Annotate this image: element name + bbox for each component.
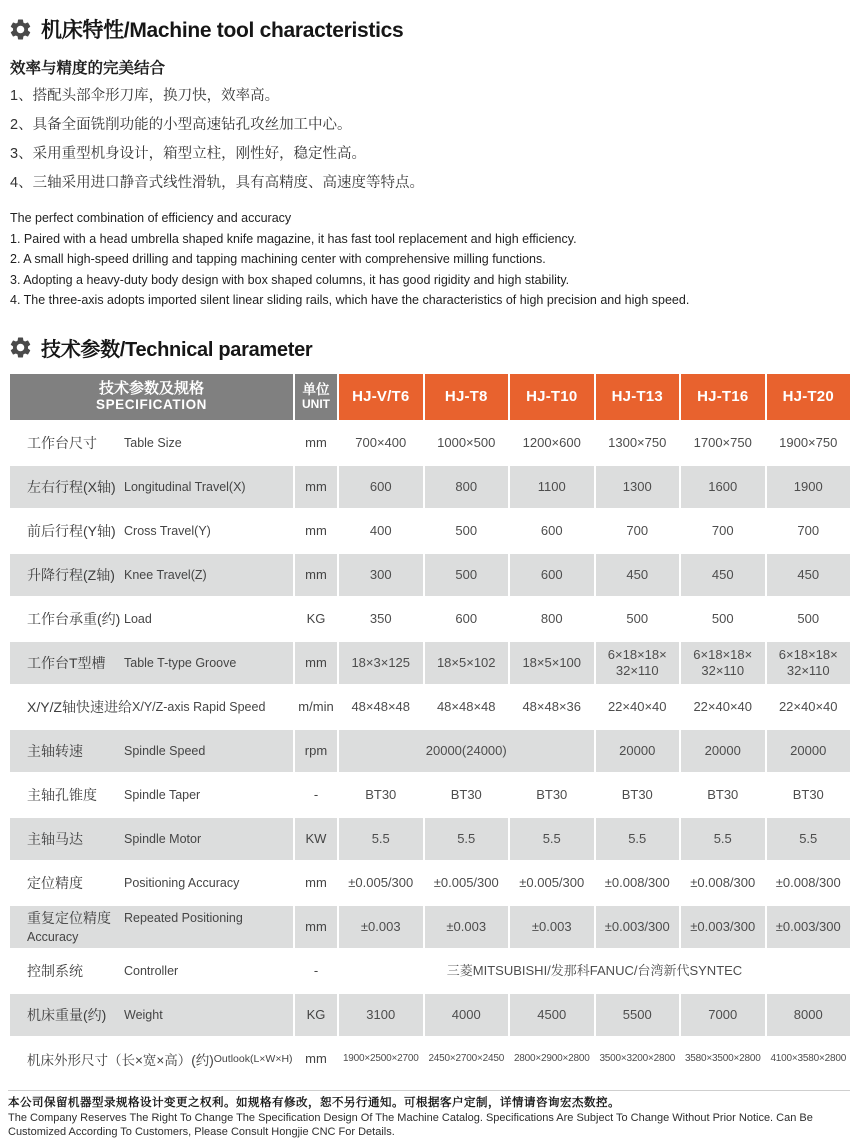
spec-value-cell: 1000×500: [425, 422, 509, 464]
spec-label-en: Longitudinal Travel(X): [124, 479, 246, 494]
spec-value-cell: 4000: [425, 994, 509, 1036]
spec-value-cell: 5.5: [767, 818, 851, 860]
spec-label-cell: [10, 686, 293, 728]
spec-label-cell: [10, 466, 293, 508]
spec-value-cell: 18×3×125: [339, 642, 423, 684]
spec-value-cell: 3500×3200×2800: [596, 1038, 680, 1080]
spec-label-en: Positioning Accuracy: [124, 875, 240, 890]
spec-value-cell: 600: [425, 598, 509, 640]
spec-label-cell: [10, 598, 293, 640]
spec-header-en: SPECIFICATION: [95, 397, 208, 412]
spec-value-cell: 700: [681, 510, 765, 552]
spec-value-cell: 4100×3580×2800: [767, 1038, 851, 1080]
unit-cell: m/min: [295, 686, 337, 728]
spec-label-en: Cross Travel(Y): [124, 523, 211, 538]
spec-value-cell: 500: [681, 598, 765, 640]
spec-value-cell: 48×48×48: [425, 686, 509, 728]
spec-label-cn: 主轴马达: [27, 830, 83, 847]
spec-value-cell: ±0.003/300: [767, 906, 851, 948]
unit-cell: mm: [295, 554, 337, 596]
spec-value-cell: 6×18×18× 32×110: [767, 642, 851, 684]
spec-value-cell: 450: [681, 554, 765, 596]
footer-note-en: The Company Reserves The Right To Change The Specification Design Of The Machine Catalog. Specifications Are Subject To Change Without Prior Notice. Can Be Customized According To Customers, Please Consult Hongjie CNC For Details.: [8, 1111, 813, 1138]
spec-label-cn: 升降行程(Z轴): [27, 566, 115, 583]
spec-label-en: Spindle Motor: [124, 831, 202, 846]
spec-table-body: [10, 422, 850, 1080]
spec-label-cn: 前后行程(Y轴): [27, 522, 116, 539]
spec-value-cell: 4500: [510, 994, 594, 1036]
spec-label-cell: [10, 818, 293, 860]
spec-value-cell: 48×48×48: [339, 686, 423, 728]
spec-value-cell: 350: [339, 598, 423, 640]
spec-value-cell: BT30: [681, 774, 765, 816]
unit-cell: -: [295, 774, 337, 816]
gear-icon: [8, 335, 33, 360]
spec-value-cell: 700: [596, 510, 680, 552]
spec-value-cell: 1900×2500×2700: [339, 1038, 423, 1080]
table-row: [10, 554, 850, 596]
spec-value-cell: ±0.008/300: [681, 862, 765, 904]
spec-label-en: Table Size: [124, 435, 182, 450]
spec-value-cell: 500: [767, 598, 851, 640]
spec-value-cell: 1600: [681, 466, 765, 508]
model-header-cell: HJ-T8: [425, 374, 509, 420]
section-title: 技术参数/Technical parameter: [41, 338, 313, 361]
table-row: [10, 774, 850, 816]
table-row: [10, 730, 850, 772]
unit-header-cell: [295, 374, 337, 420]
spec-value-cell: 8000: [767, 994, 851, 1036]
footer: [8, 1090, 850, 1139]
table-header-row: [10, 374, 850, 420]
feature-cn-item: 3、采用重型机身设计，箱型立柱，刚性好，稳定性高。: [10, 146, 367, 162]
spec-value-cell: 5500: [596, 994, 680, 1036]
spec-value-cell: 600: [510, 554, 594, 596]
spec-value-cell: 1700×750: [681, 422, 765, 464]
table-row: [10, 906, 850, 948]
page-title: 机床特性/Machine tool characteristics: [41, 19, 404, 42]
unit-cell: KW: [295, 818, 337, 860]
spec-value-cell: 48×48×36: [510, 686, 594, 728]
feature-en-item: The perfect combination of efficiency and accuracy: [10, 211, 292, 225]
spec-label-cell: [10, 906, 293, 948]
spec-header-cell: [10, 374, 293, 420]
spec-table: [8, 372, 852, 1082]
spec-value-cell: ±0.003: [425, 906, 509, 948]
spec-value-cell: 20000: [681, 730, 765, 772]
spec-label-en: Spindle Speed: [124, 743, 206, 758]
spec-value-cell: ±0.003: [510, 906, 594, 948]
spec-value-cell: 6×18×18× 32×110: [596, 642, 680, 684]
spec-label-cn: 控制系统: [27, 962, 83, 979]
spec-label-cn: 主轴孔锥度: [27, 786, 97, 803]
spec-value-cell: ±0.003/300: [596, 906, 680, 948]
spec-value-cell: ±0.008/300: [596, 862, 680, 904]
spec-label-en: Load: [124, 611, 152, 626]
spec-value-cell: 5.5: [510, 818, 594, 860]
spec-value-cell: 3100: [339, 994, 423, 1036]
spec-value-cell: 22×40×40: [681, 686, 765, 728]
section-subtitle: 效率与精度的完美结合: [10, 60, 166, 77]
unit-cell: mm: [295, 466, 337, 508]
table-row: [10, 642, 850, 684]
spec-value-cell: 18×5×102: [425, 642, 509, 684]
spec-value-cell: ±0.005/300: [339, 862, 423, 904]
spec-value-cell: 700×400: [339, 422, 423, 464]
spec-value-cell: ±0.005/300: [510, 862, 594, 904]
spec-value-cell: 22×40×40: [596, 686, 680, 728]
spec-value-cell: 1900×750: [767, 422, 851, 464]
spec-label-cn: 工作台承重(约): [27, 610, 121, 627]
spec-label-cell: [10, 1038, 293, 1080]
feature-en-item: 2. A small high-speed drilling and tapping machining center with comprehensive milling functions.: [10, 252, 546, 266]
table-row: [10, 950, 850, 992]
spec-value-cell: 400: [339, 510, 423, 552]
spec-label-cell: [10, 774, 293, 816]
spec-label-cn: 机床重量(约): [27, 1006, 107, 1023]
spec-label-cn: 左右行程(X轴): [27, 478, 116, 495]
unit-cell: -: [295, 950, 337, 992]
spec-label-en: Repeated Positioning Accuracy: [27, 910, 243, 944]
spec-label-cn: 工作台尺寸: [27, 434, 97, 451]
spec-label-cell: [10, 510, 293, 552]
spec-value-cell: BT30: [596, 774, 680, 816]
feature-en-item: 4. The three-axis adopts imported silent linear sliding rails, which have the characteristics of high precision and high speed.: [10, 293, 690, 307]
model-header-cell: HJ-T13: [596, 374, 680, 420]
spec-label-cell: [10, 554, 293, 596]
spec-value-cell: 1300×750: [596, 422, 680, 464]
spec-label-en: Outlook(L×W×H): [213, 1052, 293, 1065]
table-row: [10, 598, 850, 640]
spec-value-cell: ±0.003/300: [681, 906, 765, 948]
unit-cell: rpm: [295, 730, 337, 772]
unit-cell: mm: [295, 510, 337, 552]
spec-value-cell: 700: [767, 510, 851, 552]
model-header-cell: HJ-T10: [510, 374, 594, 420]
spec-value-cell: ±0.003: [339, 906, 423, 948]
spec-value-cell: 5.5: [339, 818, 423, 860]
spec-value-cell: 5.5: [596, 818, 680, 860]
spec-label-cell: [10, 730, 293, 772]
spec-label-cell: [10, 994, 293, 1036]
spec-header-cn: 技术参数及规格: [98, 380, 204, 397]
spec-label-cn: 主轴转速: [27, 742, 83, 759]
unit-cell: mm: [295, 642, 337, 684]
unit-cell: mm: [295, 862, 337, 904]
feature-cn-item: 4、三轴采用进口静音式线性滑轨，具有高精度、高速度等特点。: [10, 175, 425, 191]
spec-value-cell: ±0.005/300: [425, 862, 509, 904]
unit-cell: mm: [295, 1038, 337, 1080]
spec-value-cell: 600: [510, 510, 594, 552]
spec-value-cell: BT30: [339, 774, 423, 816]
spec-value-cell: 18×5×100: [510, 642, 594, 684]
spec-label-cn: X/Y/Z轴快速进给: [27, 698, 133, 715]
machine-characteristics-header: [8, 14, 850, 44]
spec-label-cell: [10, 422, 293, 464]
model-header-cell: HJ-T16: [681, 374, 765, 420]
spec-label-en: Table T-type Groove: [124, 655, 237, 670]
table-row: [10, 818, 850, 860]
spec-label-cn: 工作台T型槽: [27, 654, 106, 671]
spec-value-cell: ±0.008/300: [767, 862, 851, 904]
spec-value-cell: 1300: [596, 466, 680, 508]
table-row: [10, 1038, 850, 1080]
spec-value-cell: 5.5: [425, 818, 509, 860]
spec-label-cell: [10, 950, 293, 992]
table-row: [10, 422, 850, 464]
unit-cell: mm: [295, 906, 337, 948]
footer-note-cn: 本公司保留机器型录规格设计变更之权利。如规格有修改，恕不另行通知。可根据客户定制，详情请咨询宏杰数控。: [8, 1096, 620, 1109]
gear-icon: [8, 17, 33, 42]
spec-value-cell: 800: [425, 466, 509, 508]
spec-value-cell: 20000: [767, 730, 851, 772]
spec-value-cell: 20000(24000): [339, 730, 594, 772]
spec-label-en: X/Y/Z-axis Rapid Speed: [132, 699, 266, 714]
spec-label-cell: [10, 862, 293, 904]
spec-value-cell: 450: [596, 554, 680, 596]
spec-value-cell: 450: [767, 554, 851, 596]
spec-value-cell: BT30: [767, 774, 851, 816]
spec-value-cell: 600: [339, 466, 423, 508]
spec-value-cell: 1200×600: [510, 422, 594, 464]
spec-value-cell: 500: [596, 598, 680, 640]
spec-value-cell: 三菱MITSUBISHI/发那科FANUC/台湾新代SYNTEC: [339, 950, 850, 992]
spec-label-cn: 机床外形尺寸（长×宽×高）(约): [27, 1052, 214, 1068]
unit-header-cn: 单位: [302, 382, 330, 397]
unit-cell: KG: [295, 994, 337, 1036]
spec-value-cell: 800: [510, 598, 594, 640]
table-row: [10, 686, 850, 728]
unit-header-en: UNIT: [302, 397, 330, 411]
table-row: [10, 466, 850, 508]
model-header-cell: HJ-V/T6: [339, 374, 423, 420]
spec-label-en: Controller: [124, 963, 179, 978]
spec-value-cell: 7000: [681, 994, 765, 1036]
unit-cell: KG: [295, 598, 337, 640]
spec-value-cell: 500: [425, 510, 509, 552]
feature-en-item: 1. Paired with a head umbrella shaped knife magazine, it has fast tool replacement and high efficiency.: [10, 231, 577, 246]
feature-cn-item: 2、具备全面铣削功能的小型高速钻孔攻丝加工中心。: [10, 117, 352, 133]
spec-value-cell: 20000: [596, 730, 680, 772]
spec-value-cell: 22×40×40: [767, 686, 851, 728]
spec-value-cell: BT30: [510, 774, 594, 816]
features-en-list: [10, 208, 850, 311]
table-row: [10, 510, 850, 552]
spec-value-cell: 6×18×18× 32×110: [681, 642, 765, 684]
spec-label-cn: 定位精度: [27, 874, 83, 891]
technical-parameter-header: [8, 333, 850, 362]
spec-value-cell: BT30: [425, 774, 509, 816]
table-row: [10, 862, 850, 904]
spec-value-cell: 2450×2700×2450: [425, 1038, 509, 1080]
features-cn-list: [10, 82, 850, 198]
spec-label-en: Spindle Taper: [124, 787, 201, 802]
feature-en-item: 3. Adopting a heavy-duty body design with box shaped columns, it has good rigidity and high stability.: [10, 272, 570, 287]
spec-label-en: Weight: [124, 1007, 163, 1022]
spec-value-cell: 300: [339, 554, 423, 596]
spec-value-cell: 500: [425, 554, 509, 596]
unit-cell: mm: [295, 422, 337, 464]
feature-cn-item: 1、搭配头部伞形刀库，换刀快，效率高。: [10, 88, 280, 104]
spec-label-cell: [10, 642, 293, 684]
spec-value-cell: 2800×2900×2800: [510, 1038, 594, 1080]
model-header-cell: HJ-T20: [767, 374, 851, 420]
spec-label-en: Knee Travel(Z): [124, 567, 207, 582]
spec-value-cell: 5.5: [681, 818, 765, 860]
spec-label-cn: 重复定位精度: [27, 909, 111, 926]
spec-value-cell: 3580×3500×2800: [681, 1038, 765, 1080]
table-row: [10, 994, 850, 1036]
spec-value-cell: 1100: [510, 466, 594, 508]
spec-value-cell: 1900: [767, 466, 851, 508]
